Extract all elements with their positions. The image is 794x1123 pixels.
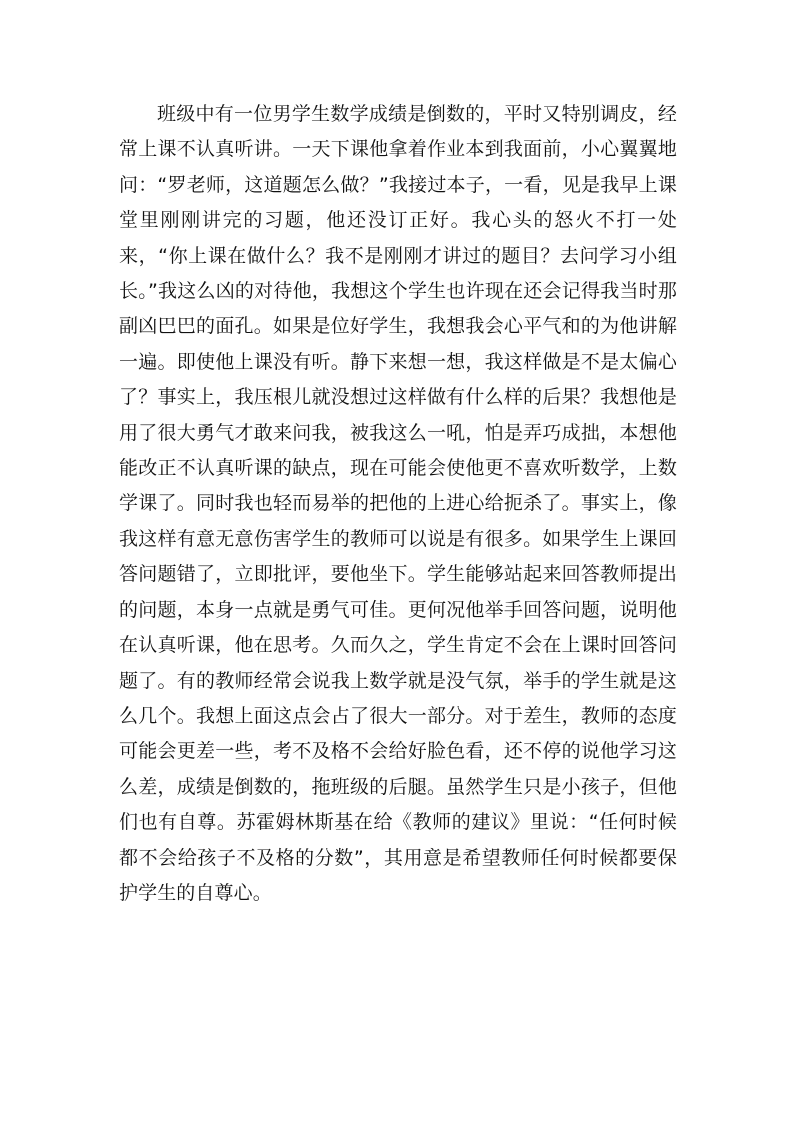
body-paragraph: 班级中有一位男学生数学成绩是倒数的，平时又特别调皮，经常上课不认真听讲。一天下课他拿着作业本到我面前，小心翼翼地问：“罗老师，这道题怎么做？”我接过本子，一看，见是我早上课堂里刚刚讲完的习题，他还没订正好。我心头的怒火不打一处来，“你上课在做什么？我不是刚刚才讲过的题目？去问学习小组长。”我这么凶的对待他，我想这个学生也许现在还会记得我当时那副凶巴巴的面孔。如果是位好学生，我想我会心平气和的为他讲解一遍。即使他上课没有听。静下来想一想，我这样做是不是太偏心了？事实上，我压根儿就没想过这样做有什么样的后果？我想他是用了很大勇气才敢来问我，被我这么一吼，怕是弄巧成拙，本想他能改正不认真听课的缺点，现在可能会使他更不喜欢听数学，上数学课了。同时我也轻而易举的把他的上进心给扼杀了。事实上，像我这样有意无意伤害学生的教师可以说是有很多。如果学生上课回答问题错了，立即批评，要他坐下。学生能够站起来回答教师提出的问题，本身一点就是勇气可佳。更何况他举手回答问题，说明他在认真听课，他在思考。久而久之，学生肯定不会在上课时回答问题了。有的教师经常会说我上数学就是没气氛，举手的学生就是这么几个。我想上面这点会占了很大一部分。对于差生，教师的态度可能会更差一些，考不及格不会给好脸色看，还不停的说他学习这么差，成绩是倒数的，拖班级的后腿。虽然学生只是小孩子，但他们也有自尊。苏霍姆林斯基在给《教师的建议》里说：“任何时候都不会给孩子不及格的分数”，其用意是希望教师任何时候都要保护学生的自尊心。	[119, 103, 677, 904]
